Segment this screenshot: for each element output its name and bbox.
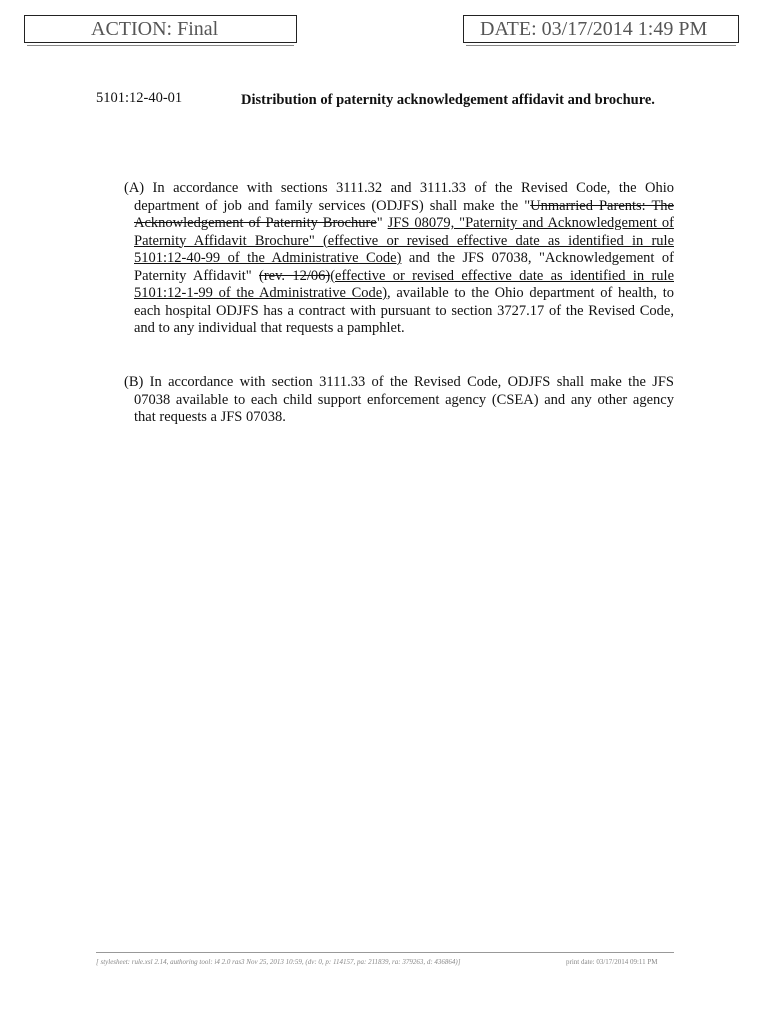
date-label: DATE: 03/17/2014 1:49 PM [480, 18, 708, 40]
paragraph-a-mid-1: " [376, 215, 388, 231]
paragraph-a-text [124, 180, 674, 338]
date-header [463, 15, 739, 43]
struck-revision: (rev. 12/06) [259, 267, 331, 284]
paragraph-a-tail: , available to the Ohio department of health, to each hospital ODJFS has a contract with pursuant to section 3727.17 of the Revised Code, and to any individual that requests a pamphlet. [134, 285, 674, 336]
paragraph-b [96, 374, 674, 427]
paragraph-a [96, 180, 674, 338]
inserted-effective-date: (effective or revised effective date as identified in rule 5101:12-1-99 of the Administrative Code) [134, 267, 674, 301]
action-header [24, 15, 297, 43]
paragraph-b-text: (B) In accordance with section 3111.33 of the Revised Code, ODJFS shall make the JFS 07038 available to each child support enforcement agency (CSEA) and any other agency that requests a JFS 07038. [124, 374, 674, 425]
paragraph-a-mid-2: and the JFS 07038, "Acknowledgement of Paternity Affidavit" [134, 250, 674, 284]
footer-stylesheet-info: [ stylesheet: rule.xsl 2.14, authoring tool: i4 2.0 ras3 Nov 25, 2013 10:59, (dv: 0, p: 114157, pa: 211839, ra: 379263, d: 436864)] [96, 958, 461, 966]
inserted-jfs-08079: JFS 08079, "Paternity and Acknowledgement of Paternity Affidavit Brochure" (effective or revised effective date as identified in rule 5101:12-40-99 of the Administrative Code) [134, 215, 675, 266]
struck-brochure-title: Unmarried Parents: The Acknowledgement of Paternity Brochure [134, 197, 674, 231]
rule-title: Distribution of paternity acknowledgement affidavit and brochure. [241, 92, 655, 108]
paragraph-a-lead: (A) In accordance with sections 3111.32 and 3111.33 of the Revised Code, the Ohio department of job and family services (ODJFS) shall make the " [124, 180, 674, 214]
rule-number: 5101:12-40-01 [96, 90, 183, 106]
footer-divider [96, 952, 674, 953]
action-label: ACTION: Final [91, 18, 219, 40]
footer-print-date: print date: 03/17/2014 09:11 PM [566, 958, 658, 966]
